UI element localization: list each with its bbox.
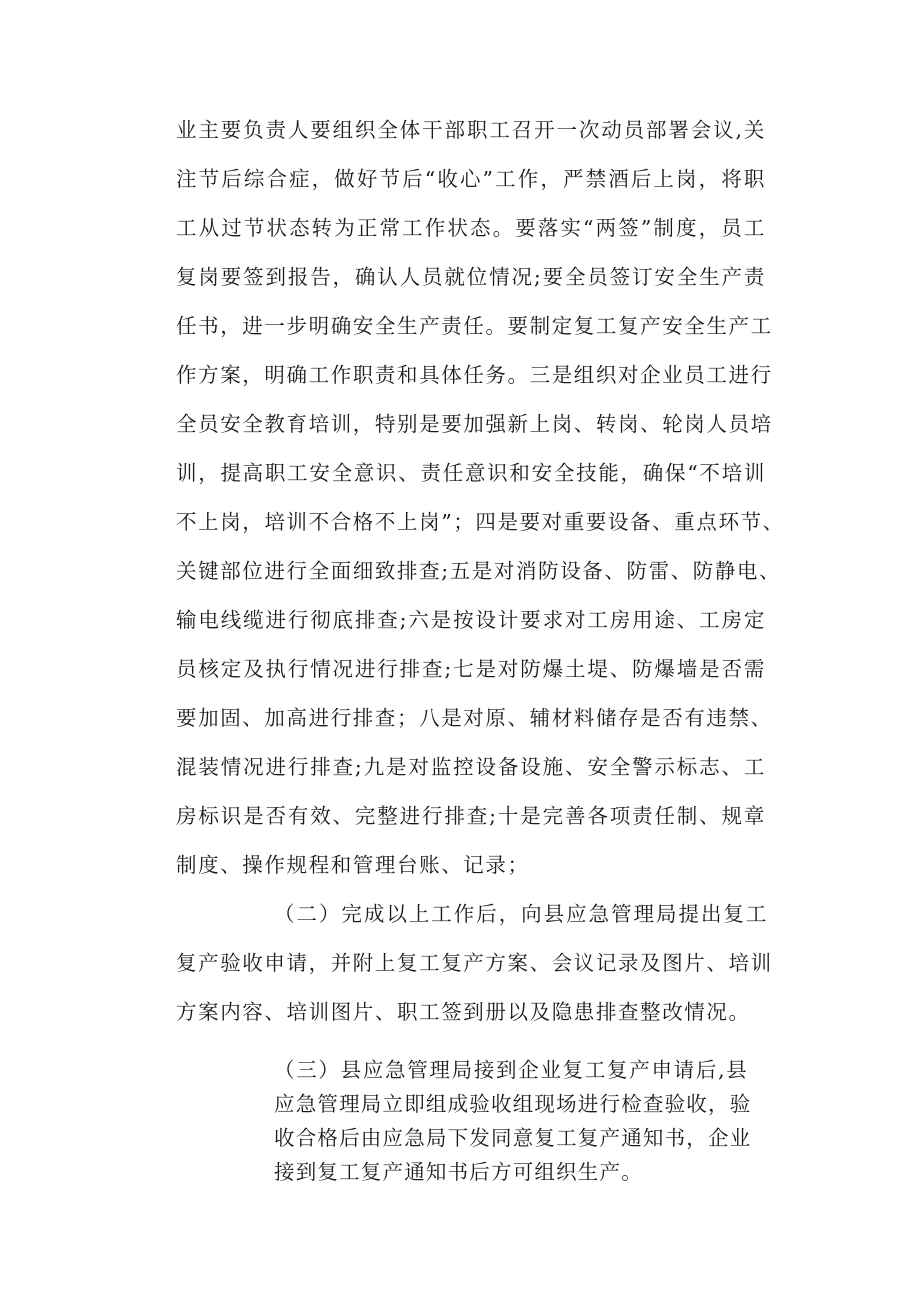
text-line: 关键部位进行全面细致排查;五是对消防设备、防雷、防静电、 <box>176 559 782 583</box>
text-line: 业主要负责人要组织全体干部职工召开一次动员部署会议,关 <box>176 118 766 142</box>
text-line: （二）完成以上工作后，向县应急管理局提出复工 <box>274 902 768 926</box>
text-line: 复岗要签到报告，确认人员就位情况;要全员签订安全生产责 <box>176 265 766 289</box>
text-line: 收合格后由应急局下发同意复工复产通知书，企业 <box>274 1126 752 1150</box>
text-line: 制度、操作规程和管理台账、记录； <box>176 853 530 877</box>
text-line: 任书，进一步明确安全生产责任。要制定复工复产安全生产工 <box>176 314 773 338</box>
text-line: 复产验收申请，并附上复工复产方案、会议记录及图片、培训 <box>176 951 773 975</box>
text-line: 方案内容、培训图片、职工签到册以及隐患排查整改情况。 <box>176 1000 751 1024</box>
text-line: 应急管理局立即组成验收组现场进行检查验收，验 <box>274 1092 752 1116</box>
text-line: 房标识是否有效、完整进行排查;十是完善各项责任制、规章 <box>176 804 766 828</box>
text-line: 不上岗，培训不合格不上岗”；四是要对重要设备、重点环节、 <box>176 510 785 534</box>
text-line: 接到复工复产通知书后方可组织生产。 <box>274 1160 643 1184</box>
text-line: 要加固、加高进行排查；八是对原、辅材料储存是否有违禁、 <box>176 706 773 730</box>
text-line: 员核定及执行情况进行排查;七是对防爆土堤、防爆墙是否需 <box>176 657 766 681</box>
text-line: 输电线缆进行彻底排查;六是按设计要求对工房用途、工房定 <box>176 608 766 632</box>
text-line: （三）县应急管理局接到企业复工复产申请后,县 <box>274 1058 748 1082</box>
text-line: 混装情况进行排查;九是对监控设备设施、安全警示标志、工 <box>176 755 766 779</box>
text-line: 注节后综合症，做好节后“收心”工作，严禁酒后上岗，将职 <box>176 167 766 191</box>
text-line: 作方案，明确工作职责和具体任务。三是组织对企业员工进行 <box>176 363 773 387</box>
text-line: 工从过节状态转为正常工作状态。要落实“两签”制度，员工 <box>176 216 766 240</box>
text-line: 训，提高职工安全意识、责任意识和安全技能，确保“不培训 <box>176 461 766 485</box>
text-line: 全员安全教育培训，特别是要加强新上岗、转岗、轮岗人员培 <box>176 412 773 436</box>
